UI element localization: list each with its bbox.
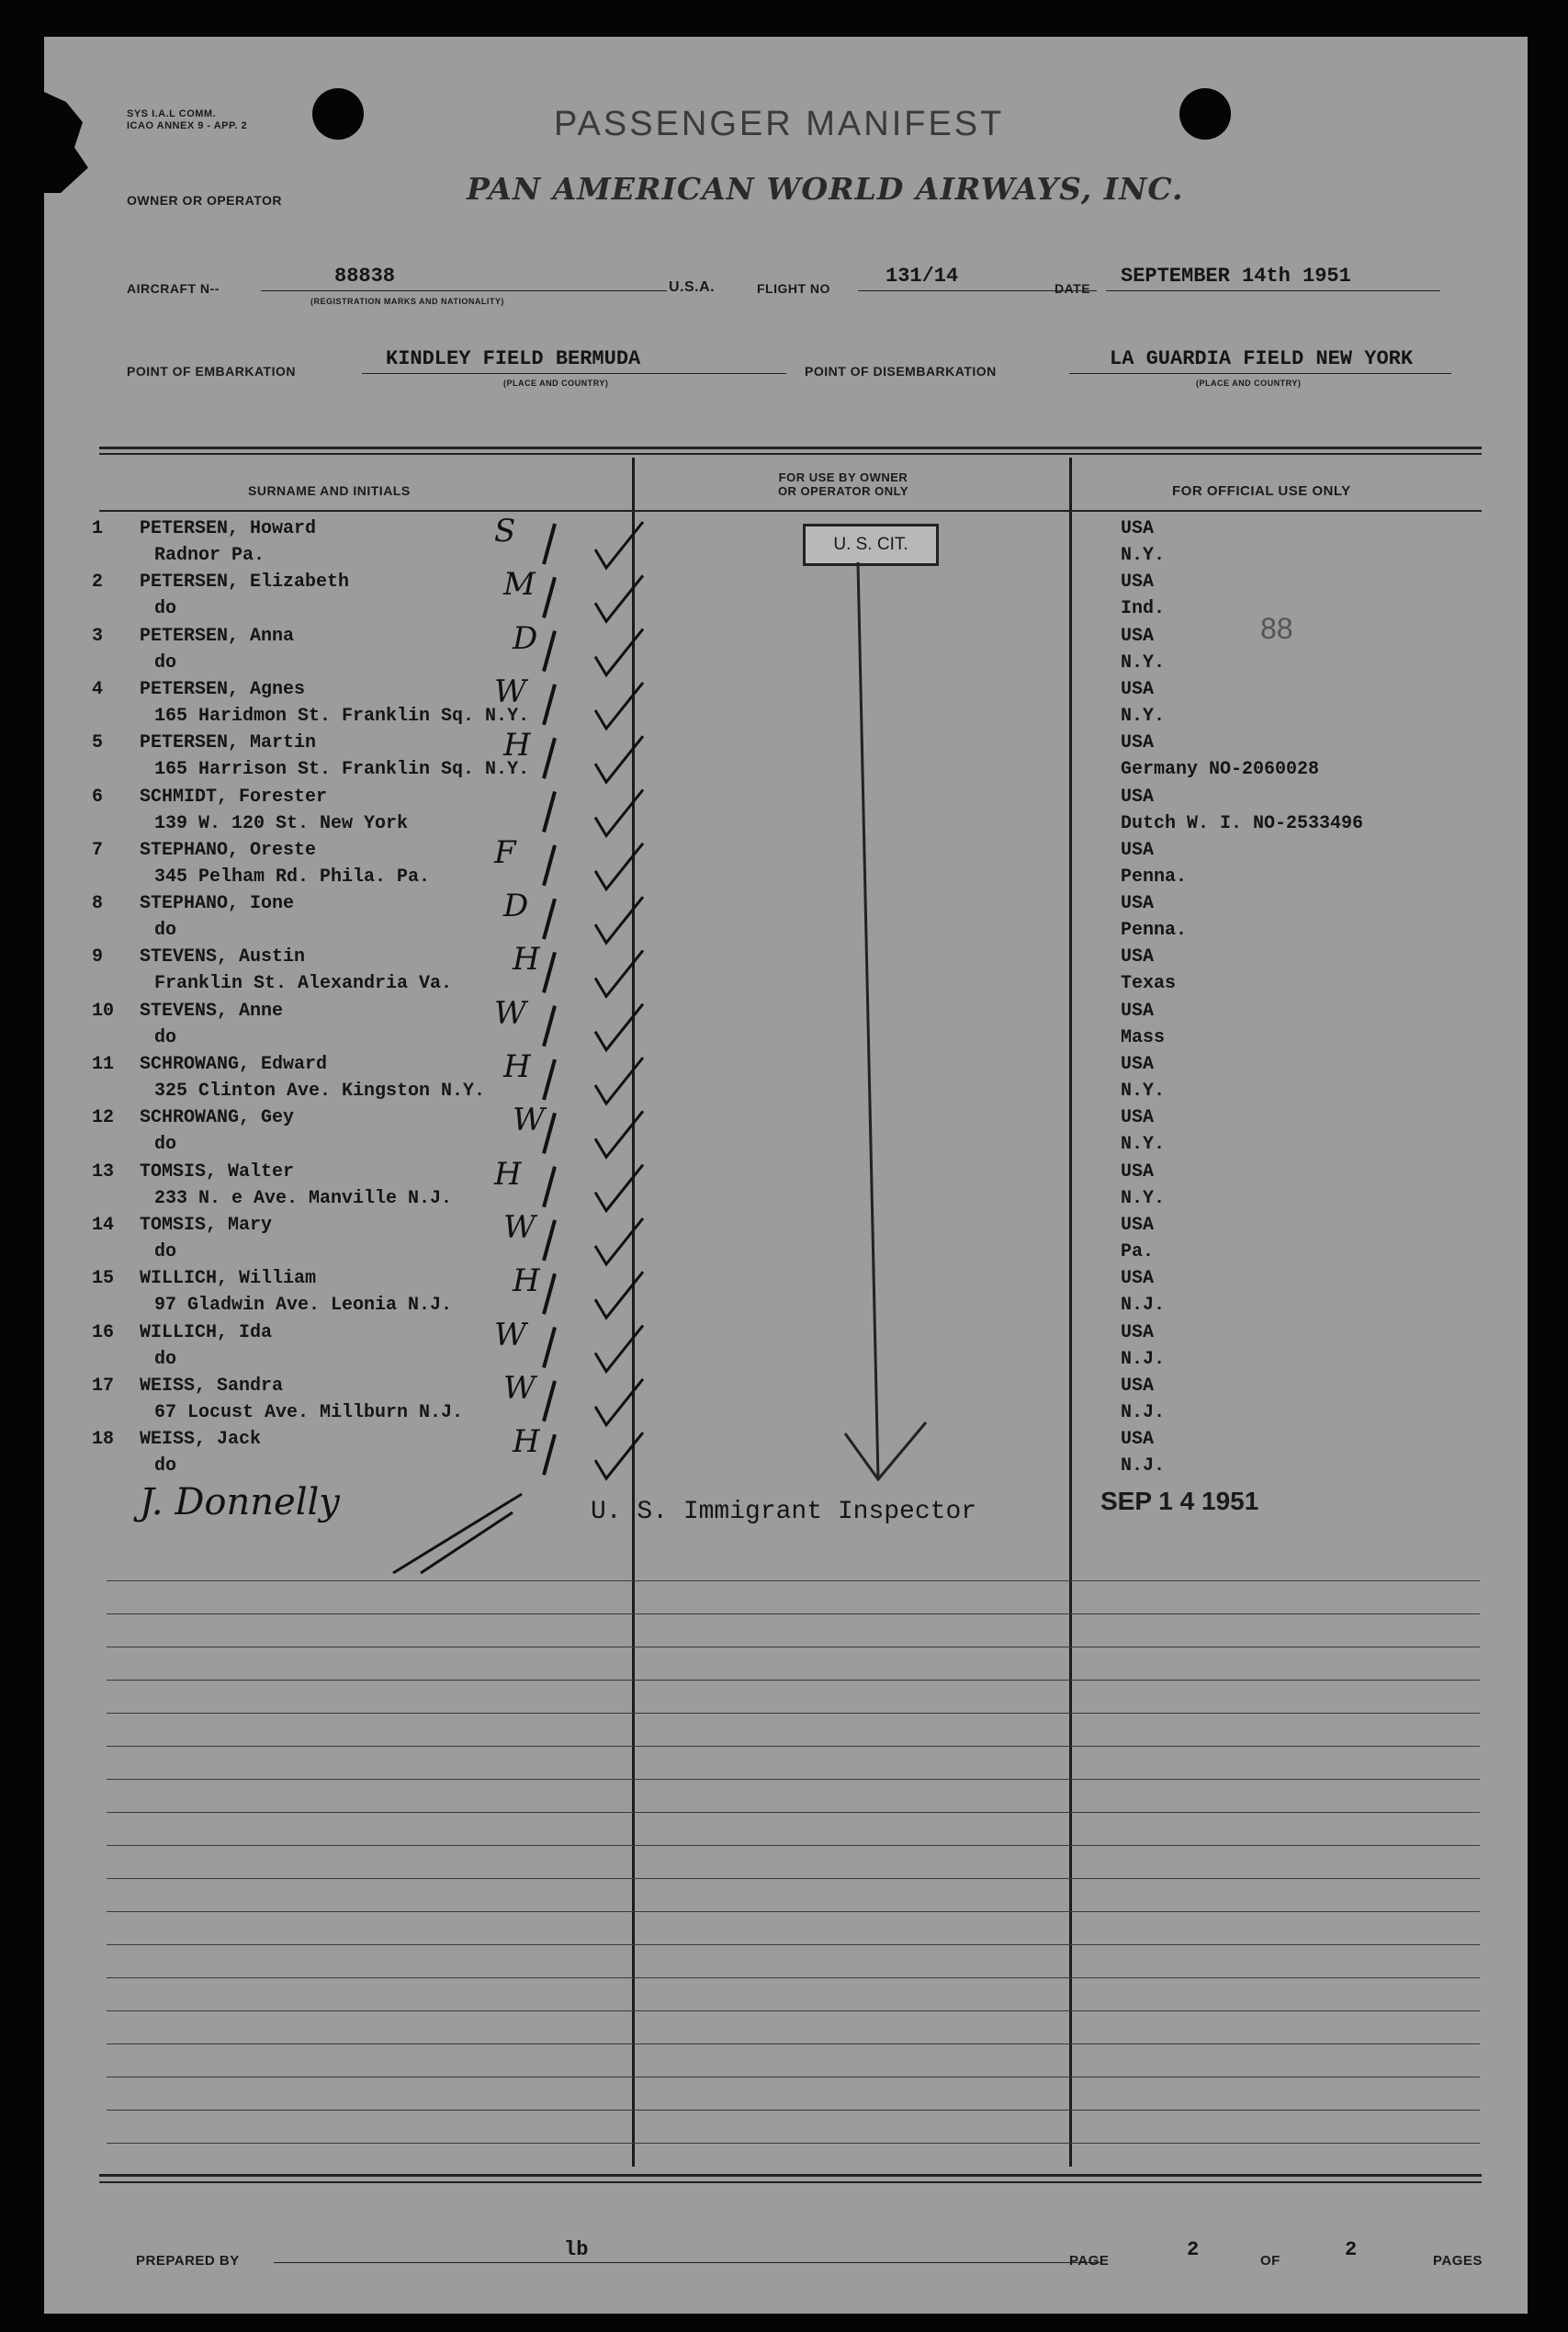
page-value: 2: [1187, 2238, 1200, 2261]
passenger-nationality: USA: [1121, 1054, 1155, 1075]
check-mark: [595, 1326, 643, 1372]
passenger-name: WILLICH, William: [140, 1268, 317, 1290]
handwritten-mark: H: [503, 727, 531, 764]
passenger-address: do: [154, 920, 177, 942]
check-mark: [595, 1058, 643, 1104]
passenger-name: PETERSEN, Howard: [140, 518, 317, 539]
ruled-line: [107, 2043, 1480, 2044]
check-mark: [595, 1111, 643, 1157]
slash-mark: [544, 524, 555, 564]
slash-mark: [544, 1381, 555, 1421]
passenger-name: STEVENS, Anne: [140, 1000, 284, 1022]
passenger-address: Franklin St. Alexandria Va.: [154, 973, 453, 995]
handwritten-mark: S: [494, 513, 516, 549]
passenger-address: Radnor Pa.: [154, 545, 265, 566]
passenger-residence: Penna.: [1121, 866, 1188, 888]
passenger-number: 9: [92, 946, 104, 968]
slash-mark: [544, 899, 555, 939]
passenger-number: 11: [92, 1054, 115, 1075]
passenger-nationality: USA: [1121, 946, 1155, 968]
passenger-name: STEVENS, Austin: [140, 946, 306, 968]
table-bottom-rule: [99, 2174, 1482, 2177]
passenger-residence: Penna.: [1121, 920, 1188, 942]
passenger-nationality: USA: [1121, 732, 1155, 754]
form-code-line-1: SYS I.A.L COMM.: [127, 108, 217, 119]
handwritten-mark: H: [513, 1262, 540, 1300]
passenger-number: 16: [92, 1321, 115, 1343]
handwritten-mark: H: [494, 1155, 522, 1193]
passenger-name: SCHROWANG, Edward: [140, 1054, 328, 1075]
passenger-residence: N.Y.: [1121, 705, 1166, 727]
embark-value: KINDLEY FIELD BERMUDA: [386, 347, 641, 370]
disembark-caption: (PLACE AND COUNTRY): [1196, 379, 1302, 388]
passenger-name: STEPHANO, Ione: [140, 893, 295, 915]
slash-mark: [544, 577, 555, 617]
ruled-line: [107, 2143, 1480, 2144]
passenger-residence: N.Y.: [1121, 1081, 1166, 1102]
slash-mark: [544, 792, 555, 832]
passenger-residence: N.J.: [1121, 1348, 1166, 1370]
handwritten-mark: W: [503, 1369, 536, 1407]
passenger-residence: Dutch W. I. NO-2533496: [1121, 812, 1364, 834]
inspection-date-stamp: SEP 1 4 1951: [1100, 1487, 1259, 1515]
passenger-nationality: USA: [1121, 1375, 1155, 1397]
passenger-number: 13: [92, 1160, 115, 1183]
ruled-line: [107, 1845, 1480, 1846]
passenger-nationality: USA: [1121, 839, 1155, 861]
passenger-address: do: [154, 651, 177, 674]
embark-label: POINT OF EMBARKATION: [127, 364, 296, 379]
column-header-surname: SURNAME AND INITIALS: [248, 483, 411, 498]
check-mark: [595, 1165, 643, 1211]
check-mark: [595, 1379, 643, 1425]
passenger-address: 325 Clinton Ave. Kingston N.Y.: [154, 1081, 486, 1102]
slash-mark: [544, 1167, 555, 1207]
inspector-line: U. S. Immigrant Inspector: [591, 1498, 977, 1526]
passenger-residence: Germany NO-2060028: [1121, 759, 1320, 781]
aircraft-caption: (REGISTRATION MARKS AND NATIONALITY): [310, 297, 504, 306]
ruled-line: [107, 1580, 1480, 1581]
pages-label: PAGES: [1433, 2253, 1483, 2269]
prepared-value: lb: [564, 2238, 589, 2261]
slash-mark: [544, 952, 555, 992]
passenger-address: 165 Haridmon St. Franklin Sq. N.Y.: [154, 705, 530, 727]
table-bottom-rule-2: [99, 2181, 1482, 2183]
flight-value: 131/14: [886, 265, 959, 288]
passenger-address: 139 W. 120 St. New York: [154, 812, 409, 834]
passenger-address: 67 Locust Ave. Millburn N.J.: [154, 1401, 464, 1423]
margin-number: 88: [1260, 612, 1293, 645]
check-mark: [595, 897, 643, 943]
passenger-nationality: USA: [1121, 1214, 1155, 1236]
passenger-number: 4: [92, 678, 104, 700]
passenger-residence: N.Y.: [1121, 545, 1166, 566]
country-label: U.S.A.: [669, 279, 716, 295]
inspector-signature: J. Donnelly: [140, 1481, 340, 1523]
handwritten-mark: W: [503, 1208, 536, 1246]
passenger-address: do: [154, 1026, 177, 1048]
aircraft-value: 88838: [334, 265, 396, 288]
check-mark: [595, 1432, 643, 1478]
passenger-address: do: [154, 1240, 177, 1262]
passenger-number: 18: [92, 1429, 115, 1451]
passenger-residence: N.Y.: [1121, 1134, 1166, 1156]
check-mark: [595, 522, 643, 568]
passenger-number: 14: [92, 1214, 115, 1236]
passenger-nationality: USA: [1121, 518, 1155, 539]
passenger-address: do: [154, 598, 177, 620]
column-header-owner-line-2: OR OPERATOR ONLY: [777, 484, 909, 498]
check-mark: [595, 1272, 643, 1318]
passenger-number: 2: [92, 572, 104, 594]
passenger-address: 165 Harrison St. Franklin Sq. N.Y.: [154, 759, 530, 781]
slash-mark: [544, 1059, 555, 1100]
owner-name: PAN AMERICAN WORLD AIRWAYS, INC.: [467, 171, 1184, 207]
check-mark: [595, 683, 643, 729]
check-mark: [595, 629, 643, 675]
ruled-line: [107, 1878, 1480, 1879]
passenger-number: 7: [92, 839, 104, 861]
handwritten-mark: W: [494, 1316, 526, 1353]
check-mark: [595, 736, 643, 782]
passenger-name: PETERSEN, Martin: [140, 732, 317, 754]
disembark-label: POINT OF DISEMBARKATION: [805, 364, 997, 379]
check-mark: [595, 950, 643, 996]
ruled-line: [107, 2010, 1480, 2011]
passenger-nationality: USA: [1121, 572, 1155, 594]
passenger-address: 97 Gladwin Ave. Leonia N.J.: [154, 1295, 453, 1317]
passenger-address: do: [154, 1455, 177, 1477]
handwritten-mark: W: [494, 673, 526, 710]
passenger-nationality: USA: [1121, 1107, 1155, 1129]
slash-mark: [544, 845, 555, 886]
slash-mark: [544, 1006, 555, 1047]
passenger-number: 8: [92, 893, 104, 915]
passenger-number: 17: [92, 1375, 115, 1397]
slash-mark: [544, 738, 555, 778]
passenger-residence: N.Y.: [1121, 1187, 1166, 1209]
passenger-number: 6: [92, 786, 104, 808]
handwritten-mark: W: [494, 994, 526, 1032]
passenger-nationality: USA: [1121, 893, 1155, 915]
slash-mark: [544, 1220, 555, 1261]
passenger-nationality: USA: [1121, 625, 1155, 647]
passenger-name: TOMSIS, Mary: [140, 1214, 273, 1236]
passenger-nationality: USA: [1121, 678, 1155, 700]
total-pages-value: 2: [1345, 2238, 1358, 2261]
ruled-line: [107, 2110, 1480, 2111]
passenger-address: do: [154, 1134, 177, 1156]
passenger-number: 15: [92, 1268, 115, 1290]
passenger-number: 1: [92, 518, 104, 539]
check-mark: [595, 1218, 643, 1264]
passenger-name: SCHMIDT, Forester: [140, 786, 328, 808]
column-header-official: FOR OFFICIAL USE ONLY: [1172, 483, 1351, 499]
aircraft-label: AIRCRAFT N--: [127, 281, 220, 296]
ruled-line: [107, 1812, 1480, 1813]
passenger-residence: N.Y.: [1121, 651, 1166, 674]
of-label: OF: [1260, 2253, 1280, 2269]
check-marks-layer: [44, 37, 1528, 2314]
passenger-name: WEISS, Sandra: [140, 1375, 284, 1397]
passenger-residence: Mass: [1121, 1026, 1166, 1048]
citizen-bracket-arrow: [845, 1422, 926, 1479]
embark-caption: (PLACE AND COUNTRY): [503, 379, 609, 388]
date-label: DATE: [1055, 281, 1091, 296]
passenger-number: 5: [92, 732, 104, 754]
check-marks: [544, 522, 643, 1478]
passenger-residence: N.J.: [1121, 1401, 1166, 1423]
flight-label: FLIGHT NO: [757, 281, 830, 296]
ruled-line: [107, 1944, 1480, 1945]
handwritten-mark: H: [513, 1423, 540, 1461]
prepared-label: PREPARED BY: [136, 2253, 240, 2269]
ruled-line: [107, 1613, 1480, 1614]
handwritten-mark: H: [513, 941, 540, 979]
passenger-name: PETERSEN, Agnes: [140, 678, 306, 700]
passenger-name: SCHROWANG, Gey: [140, 1107, 295, 1129]
passenger-nationality: USA: [1121, 1268, 1155, 1290]
passenger-residence: Ind.: [1121, 598, 1166, 620]
handwritten-mark: H: [503, 1048, 531, 1085]
date-value: SEPTEMBER 14th 1951: [1121, 265, 1351, 288]
page-label: PAGE: [1069, 2253, 1110, 2269]
citizen-bracket-line: [858, 562, 878, 1479]
passenger-number: 12: [92, 1107, 115, 1129]
handwritten-mark: D: [503, 888, 529, 925]
slash-mark: [544, 1113, 555, 1153]
form-title: PASSENGER MANIFEST: [554, 105, 1005, 143]
passenger-name: WEISS, Jack: [140, 1429, 262, 1451]
slash-mark: [544, 685, 555, 725]
passenger-residence: N.J.: [1121, 1295, 1166, 1317]
passenger-name: STEPHANO, Oreste: [140, 839, 317, 861]
passenger-nationality: USA: [1121, 1160, 1155, 1183]
ruled-line: [107, 1680, 1480, 1681]
passenger-residence: N.J.: [1121, 1455, 1166, 1477]
passenger-nationality: USA: [1121, 1000, 1155, 1022]
column-header-owner-line-1: FOR USE BY OWNER: [778, 470, 908, 484]
passenger-address: 345 Pelham Rd. Phila. Pa.: [154, 866, 431, 888]
passenger-residence: Texas: [1121, 973, 1177, 995]
passenger-name: PETERSEN, Elizabeth: [140, 572, 350, 594]
owner-label: OWNER OR OPERATOR: [127, 193, 282, 208]
check-mark: [595, 575, 643, 621]
slash-mark: [544, 1274, 555, 1314]
ruled-line: [107, 1779, 1480, 1780]
passenger-number: 10: [92, 1000, 115, 1022]
passenger-nationality: USA: [1121, 1429, 1155, 1451]
handwritten-mark: D: [513, 619, 538, 657]
slash-mark: [544, 1328, 555, 1368]
ruled-line: [107, 1713, 1480, 1714]
prepared-underline: [274, 2262, 1100, 2263]
passenger-address: do: [154, 1348, 177, 1370]
slash-mark: [544, 1434, 555, 1475]
passenger-address: 233 N. e Ave. Manville N.J.: [154, 1187, 453, 1209]
passenger-name: TOMSIS, Walter: [140, 1160, 295, 1183]
check-mark: [595, 1004, 643, 1050]
check-mark: [595, 843, 643, 889]
passenger-name: PETERSEN, Anna: [140, 625, 295, 647]
manifest-sheet: [44, 37, 1528, 2314]
passenger-name: WILLICH, Ida: [140, 1321, 273, 1343]
passenger-number: 3: [92, 625, 104, 647]
ruled-line: [107, 1977, 1480, 1978]
handwritten-mark: M: [503, 566, 536, 604]
passenger-nationality: USA: [1121, 786, 1155, 808]
passenger-residence: Pa.: [1121, 1240, 1155, 1262]
us-citizen-stamp: U. S. CIT.: [803, 524, 939, 566]
form-code-line-2: ICAO ANNEX 9 - APP. 2: [127, 120, 248, 131]
check-mark: [595, 790, 643, 836]
slash-mark: [544, 631, 555, 672]
handwritten-mark: W: [513, 1102, 545, 1139]
ruled-line: [107, 1911, 1480, 1912]
ruled-line: [107, 1746, 1480, 1747]
handwritten-mark: F: [494, 833, 516, 871]
passenger-nationality: USA: [1121, 1321, 1155, 1343]
disembark-value: LA GUARDIA FIELD NEW YORK: [1110, 347, 1414, 370]
